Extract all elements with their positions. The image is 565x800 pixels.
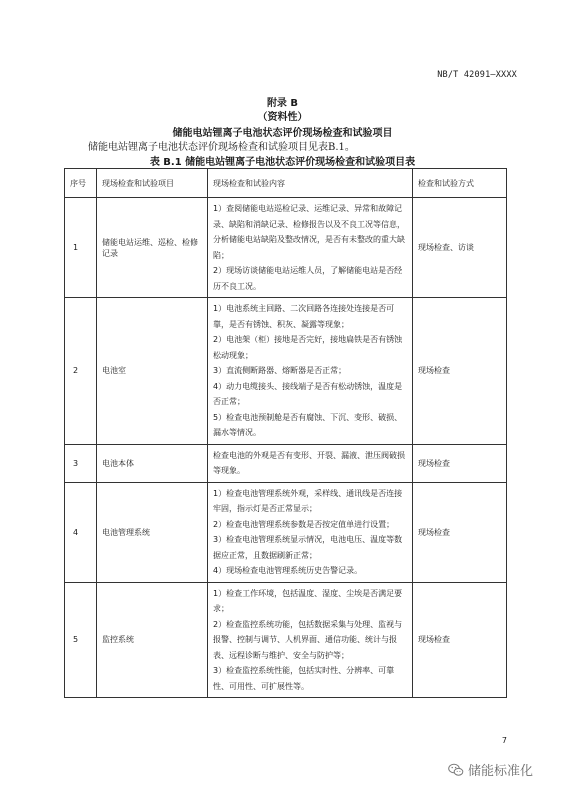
row-item: 电池管理系统 [97, 482, 208, 582]
annex-nature: （资料性） [257, 112, 308, 123]
table-header-row [65, 169, 507, 198]
standard-code: NB/T 42091—XXXX [437, 70, 517, 80]
row-method: 现场检查 [413, 482, 507, 582]
row-no: 3 [65, 444, 97, 482]
header-item: 现场检查和试验项目 [97, 169, 208, 198]
row-item: 电池本体 [97, 444, 208, 482]
row-content: 1）检查工作环境，包括温度、湿度、尘埃是否满足要求； 2）检查监控系统功能，包括数据采集与处理、监视与报警、控制与调节、人机界面、通信功能、统计与报表、远程诊断与维护、安全与防护等； 3）检查监控系统性能，包括实时性、分辨率、可靠性、可用性、可扩展性等。 [208, 582, 413, 698]
annex-heading: 储能电站锂离子电池状态评价现场检查和试验项目 [172, 128, 393, 139]
row-content: 1）检查电池管理系统外观，采样线、通讯线是否连接牢固，指示灯是否正常显示； 2）检查电池管理系统参数是否按定值单进行设置； 3）检查电池管理系统显示情况，电池电压、温度等数据应正常，且数据刷新正常； 4）现场检查电池管理系统历史告警记录。 [208, 482, 413, 582]
row-item: 储能电站运维、巡检、检修记录 [97, 198, 208, 298]
table-row [65, 582, 507, 698]
header-content: 现场检查和试验内容 [208, 169, 413, 198]
intro-text: 储能电站锂离子电池状态评价现场检查和试验项目见表B.1。 [88, 142, 355, 153]
table-row [65, 298, 507, 445]
row-no: 1 [65, 198, 97, 298]
annex-title: 附录 B [266, 98, 299, 109]
table-row [65, 482, 507, 582]
watermark [448, 760, 533, 779]
row-item: 电池室 [97, 298, 208, 445]
row-method: 现场检查 [413, 444, 507, 482]
table-caption: 表 B.1 储能电站锂离子电池状态评价现场检查和试验项目表 [149, 157, 416, 168]
row-method: 现场检查 [413, 582, 507, 698]
header-method: 检查和试验方式 [413, 169, 507, 198]
row-content: 检查电池的外观是否有变形、开裂、漏液、泄压阀破损等现象。 [208, 444, 413, 482]
row-content: 1）查阅储能电站巡检记录、运维记录、异常和故障记录、缺陷和消缺记录、检修报告以及不良工况等信息，分析储能电站缺陷及整改情况，是否有未整改的重大缺陷； 2）现场访谈储能电站运维人员，了解储能电站是否经历不良工况。 [208, 198, 413, 298]
page-number: 7 [501, 736, 507, 745]
wechat-icon [448, 763, 464, 777]
inspection-items-table [64, 168, 507, 698]
row-method: 现场检查 [413, 298, 507, 445]
row-no: 5 [65, 582, 97, 698]
table-row [65, 198, 507, 298]
row-no: 4 [65, 482, 97, 582]
row-item: 监控系统 [97, 582, 208, 698]
row-content: 1）电池系统主回路、二次回路各连接处连接是否可靠，是否有锈蚀、积灰、凝露等现象； 2）电池架（柜）接地是否完好，接地扁铁是否有锈蚀松动现象； 3）直流侧断路器、熔断器是否正常； 4）动力电缆接头、接线端子是否有松动锈蚀，温度是否正常； 5）检查电池预制舱是否有腐蚀、下沉、变形、破损、漏水等情况。 [208, 298, 413, 445]
row-method: 现场检查、访谈 [413, 198, 507, 298]
header-no: 序号 [65, 169, 97, 198]
watermark-text: 储能标准化 [467, 764, 533, 779]
row-no: 2 [65, 298, 97, 445]
table-row [65, 444, 507, 482]
